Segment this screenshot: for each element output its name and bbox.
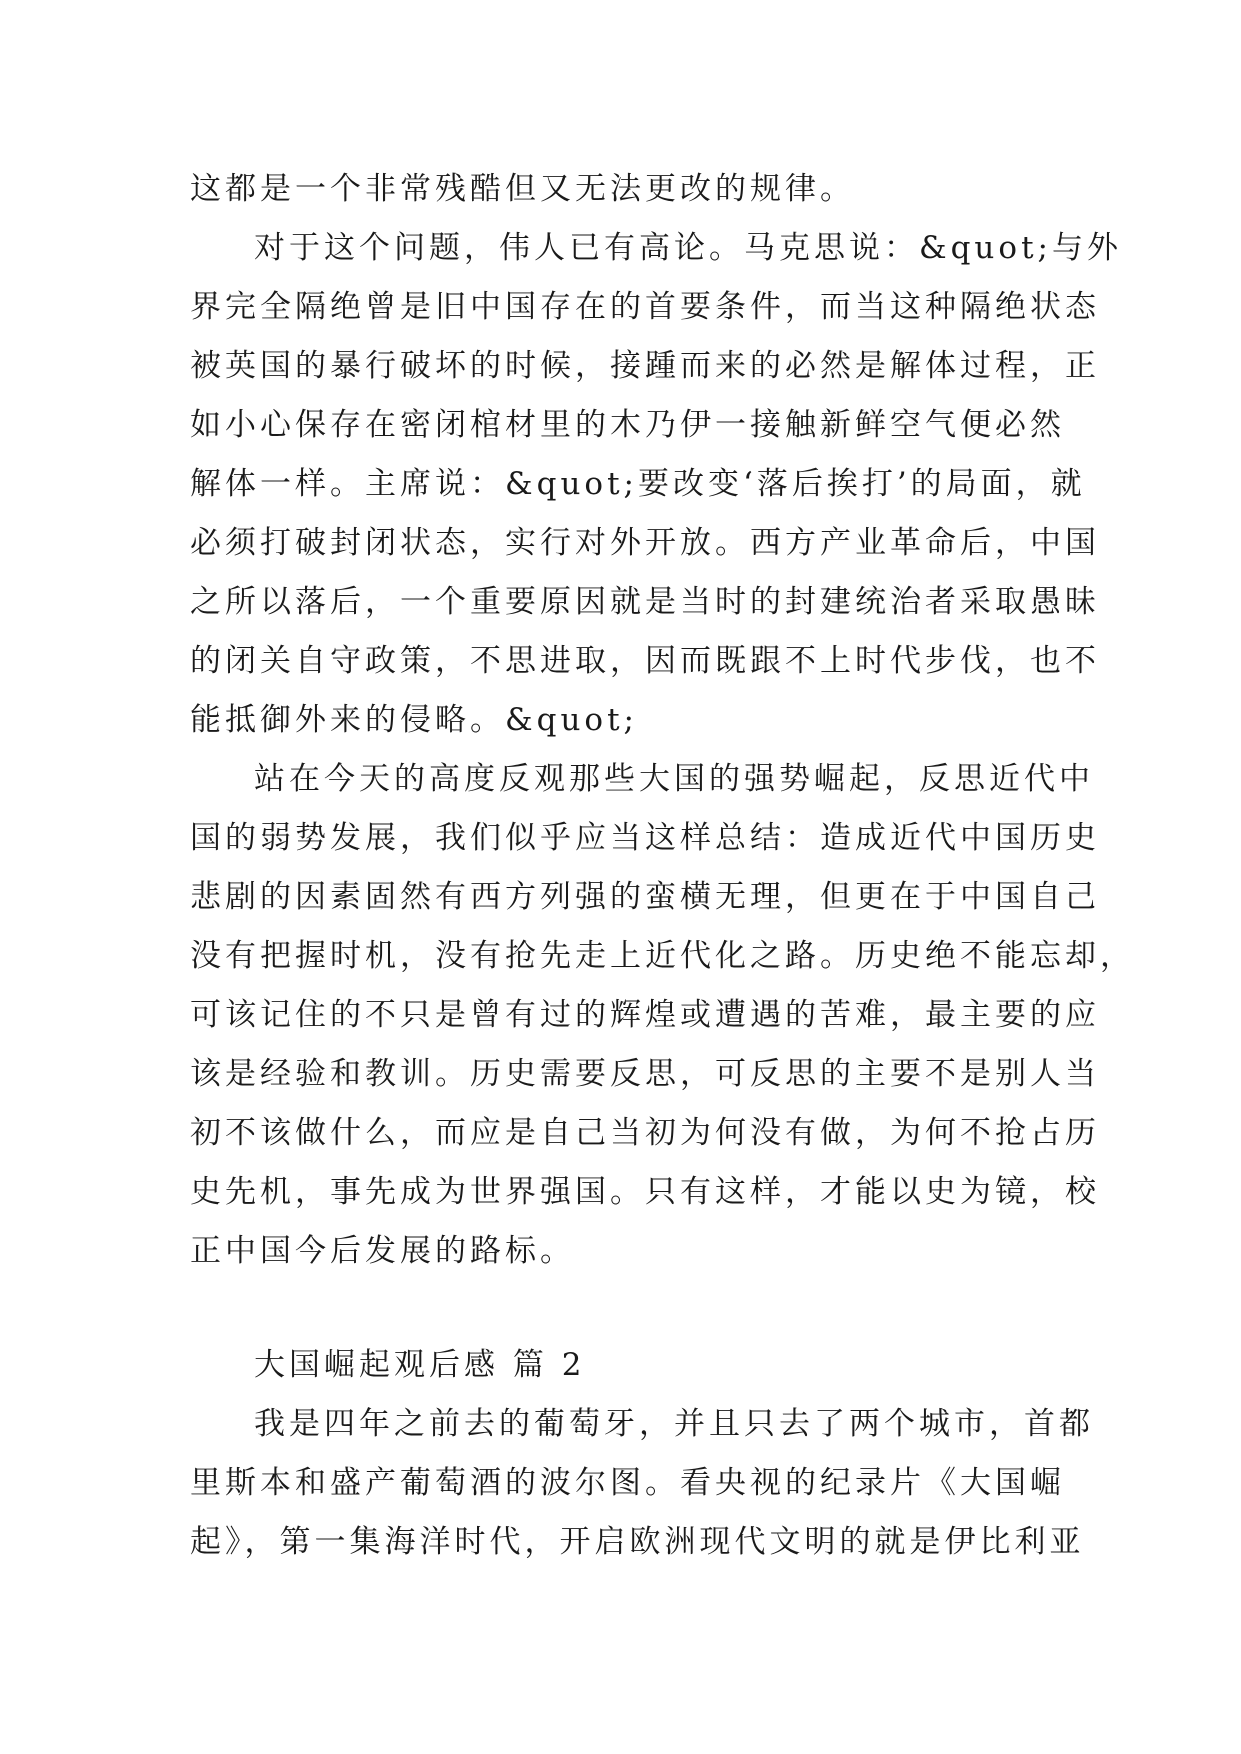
text-line: 能抵御外来的侵略。&quot; [190, 702, 638, 738]
text-line: 正中国今后发展的路标。 [190, 1233, 575, 1269]
text-line: 起》，第一集海洋时代，开启欧洲现代文明的就是伊比利亚 [190, 1524, 1085, 1560]
text-line: 站在今天的高度反观那些大国的强势崛起，反思近代中 [254, 761, 1094, 797]
text-line: 之所以落后，一个重要原因就是当时的封建统治者采取愚昧 [190, 584, 1100, 620]
text-line: 可该记住的不只是曾有过的辉煌或遭遇的苦难，最主要的应 [190, 997, 1100, 1033]
body-text-block-1 [190, 160, 1135, 1281]
text-line: 史先机，事先成为世界强国。只有这样，才能以史为镜，校 [190, 1174, 1100, 1210]
text-line: 悲剧的因素固然有西方列强的蛮横无理，但更在于中国自己 [190, 879, 1100, 915]
section-heading: 大国崛起观后感 篇 2 [254, 1347, 586, 1383]
text-line: 国的弱势发展，我们似乎应当这样总结：造成近代中国历史 [190, 820, 1100, 856]
text-line: 里斯本和盛产葡萄酒的波尔图。看央视的纪录片《大国崛 [190, 1465, 1065, 1501]
text-line: 的闭关自守政策，不思进取，因而既跟不上时代步伐，也不 [190, 643, 1100, 679]
body-text-block-2 [190, 1336, 1094, 1572]
text-line: 初不该做什么，而应是自己当初为何没有做，为何不抢占历 [190, 1115, 1100, 1151]
text-line: 解体一样。主席说：&quot;要改变‘落后挨打’的局面，就 [190, 466, 1086, 502]
text-line: 没有把握时机，没有抢先走上近代化之路。历史绝不能忘却， [190, 938, 1135, 974]
text-line: 必须打破封闭状态，实行对外开放。西方产业革命后，中国 [190, 525, 1100, 561]
text-line: 对于这个问题，伟人已有高论。马克思说：&quot;与外 [254, 230, 1122, 266]
text-line: 我是四年之前去的葡萄牙，并且只去了两个城市，首都 [254, 1406, 1094, 1442]
text-line: 如小心保存在密闭棺材里的木乃伊一接触新鲜空气便必然 [190, 407, 1065, 443]
text-line: 该是经验和教训。历史需要反思，可反思的主要不是别人当 [190, 1056, 1100, 1092]
text-line: 这都是一个非常残酷但又无法更改的规律。 [190, 171, 855, 207]
text-line: 被英国的暴行破坏的时候，接踵而来的必然是解体过程，正 [190, 348, 1100, 384]
text-line: 界完全隔绝曾是旧中国存在的首要条件，而当这种隔绝状态 [190, 289, 1100, 325]
